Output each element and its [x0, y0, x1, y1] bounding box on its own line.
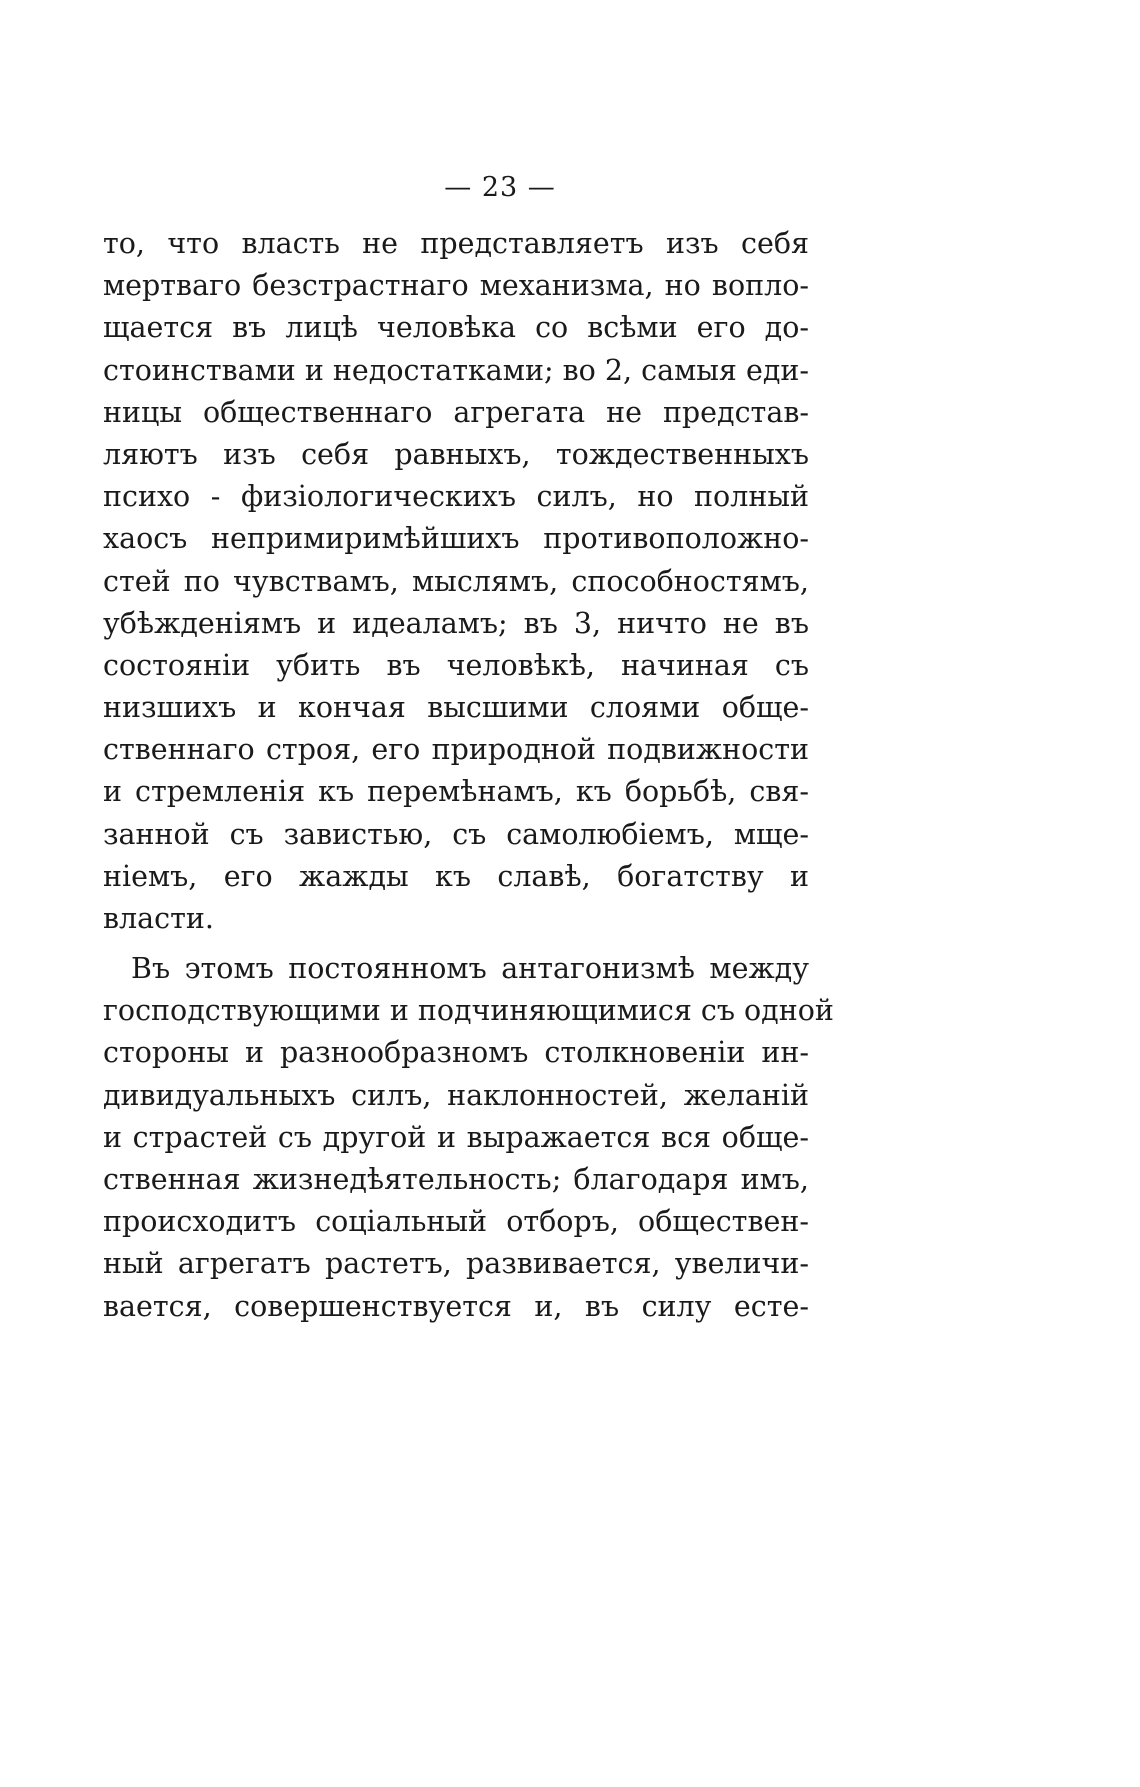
text-line: дивидуальныхъ силъ, наклонностей, желаній — [103, 1078, 809, 1112]
text-line: Въ этомъ постоянномъ антагонизмѣ между — [131, 952, 809, 985]
text-line: занной съ завистью, съ самолюбіемъ, мще- — [103, 817, 809, 851]
paragraph-1 — [103, 223, 809, 940]
text-line: ственная жизнедѣятельность; благодаря имъ, — [103, 1162, 809, 1196]
text-line: хаосъ непримиримѣйшихъ противоположно- — [103, 522, 809, 556]
text-line: и страстей съ другой и выражается вся обще- — [103, 1120, 809, 1154]
text-line: ніемъ, его жажды къ славѣ, богатству и — [103, 859, 809, 893]
text-line: психо - физіологическихъ силъ, но полный — [103, 480, 809, 514]
text-line: то, что власть не представляетъ изъ себя — [103, 227, 809, 260]
text-line: низшихъ и кончая высшими слоями обще- — [103, 691, 809, 725]
text-line: мертваго безстрастнаго механизма, но вопло- — [103, 269, 809, 303]
text-line: и стремленія къ перемѣнамъ, къ борьбѣ, свя- — [103, 775, 809, 809]
text-line: стей по чувствамъ, мыслямъ, способностямъ, — [103, 564, 809, 598]
text-line: ницы общественнаго агрегата не представ- — [103, 395, 809, 429]
page-number: — 23 — — [444, 172, 556, 203]
paragraph-2 — [103, 948, 834, 1328]
text-line: стороны и разнообразномъ столкновеніи ин- — [103, 1036, 809, 1070]
text-line: господствующими и подчиняющимися съ одной — [103, 994, 834, 1028]
text-line: стоинствами и недостатками; во 2, самыя еди- — [103, 353, 810, 387]
text-line: убѣжденіямъ и идеаламъ; въ 3, ничто не въ — [103, 606, 809, 640]
text-line: вается, совершенствуется и, въ силу есте- — [103, 1289, 809, 1323]
text-line: щается въ лицѣ человѣка со всѣми его до- — [103, 311, 809, 345]
text-line: власти. — [103, 902, 214, 935]
text-line: ляютъ изъ себя равныхъ, тождественныхъ — [103, 437, 809, 471]
text-line: ственнаго строя, его природной подвижности — [103, 733, 809, 767]
text-line: ный агрегатъ растетъ, развивается, увеличи- — [103, 1247, 809, 1281]
text-line: происходитъ соціальный отборъ, обществен- — [103, 1205, 809, 1239]
text-line: состояніи убить въ человѣкѣ, начиная съ — [103, 648, 809, 682]
